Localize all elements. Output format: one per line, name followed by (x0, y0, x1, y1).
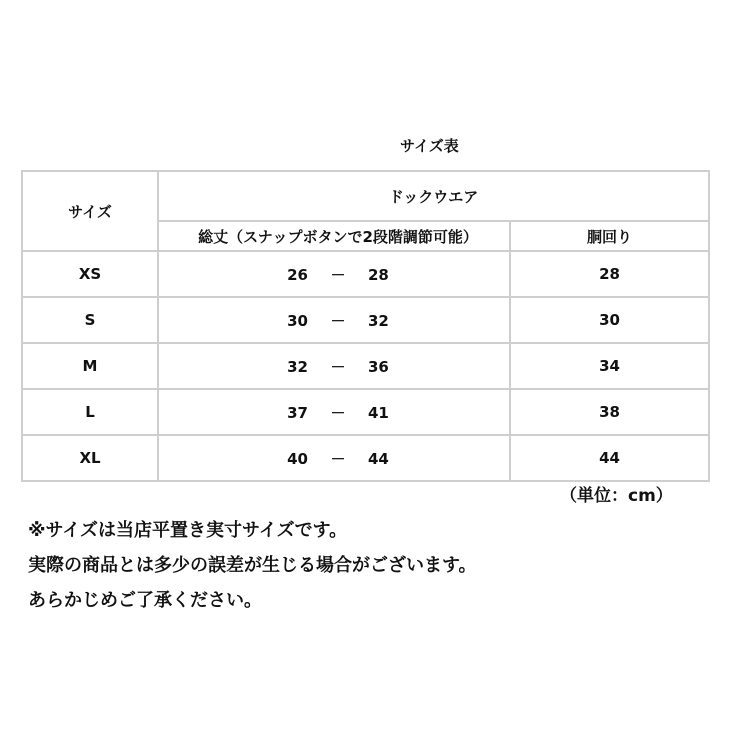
header-row (22, 171, 709, 221)
length-min: 40 (287, 449, 308, 468)
table-row (22, 297, 709, 343)
length-max: 44 (368, 449, 389, 468)
length-min: 37 (287, 403, 308, 422)
range-separator: － (330, 449, 346, 468)
notes-block (28, 513, 718, 618)
table-row (22, 343, 709, 389)
waist-column-header-label: 胴回り (586, 227, 632, 246)
length-range-cell (158, 435, 510, 481)
unit-note: （単位：cm） (560, 486, 673, 506)
page-title: サイズ表 (400, 137, 459, 155)
dogwear-group-header: ドックウエア (158, 171, 709, 221)
waist-cell: 44 (510, 435, 709, 481)
size-cell: M (22, 343, 158, 389)
waist-cell: 34 (510, 343, 709, 389)
length-max: 32 (368, 311, 389, 330)
length-max: 36 (368, 357, 389, 376)
range-separator: － (330, 311, 346, 330)
length-range-cell (158, 251, 510, 297)
length-range-cell (158, 389, 510, 435)
size-cell: XL (22, 435, 158, 481)
size-column-header: サイズ (22, 171, 158, 251)
size-cell: S (22, 297, 158, 343)
length-range-cell (158, 297, 510, 343)
size-table (21, 170, 710, 482)
length-range-cell (158, 343, 510, 389)
size-cell: XS (22, 251, 158, 297)
waist-column-header (510, 221, 709, 251)
length-max: 28 (368, 265, 389, 284)
note-line: 実際の商品とは多少の誤差が生じる場合がございます。 (28, 555, 477, 576)
size-cell: L (22, 389, 158, 435)
length-min: 26 (287, 265, 308, 284)
range-separator: － (330, 265, 346, 284)
waist-cell: 38 (510, 389, 709, 435)
table-row (22, 389, 709, 435)
length-column-header-label: 総丈（スナップボタンで2段階調節可能） (198, 227, 478, 246)
length-min: 30 (287, 311, 308, 330)
length-column-header (158, 221, 510, 251)
note-line: ※サイズは当店平置き実寸サイズです。 (28, 520, 348, 541)
range-separator: － (330, 403, 346, 422)
length-min: 32 (287, 357, 308, 376)
note-line: あらかじめご了承ください。 (28, 590, 262, 611)
range-separator: － (330, 357, 346, 376)
table-row (22, 251, 709, 297)
length-max: 41 (368, 403, 389, 422)
waist-cell: 30 (510, 297, 709, 343)
table-row (22, 435, 709, 481)
waist-cell: 28 (510, 251, 709, 297)
